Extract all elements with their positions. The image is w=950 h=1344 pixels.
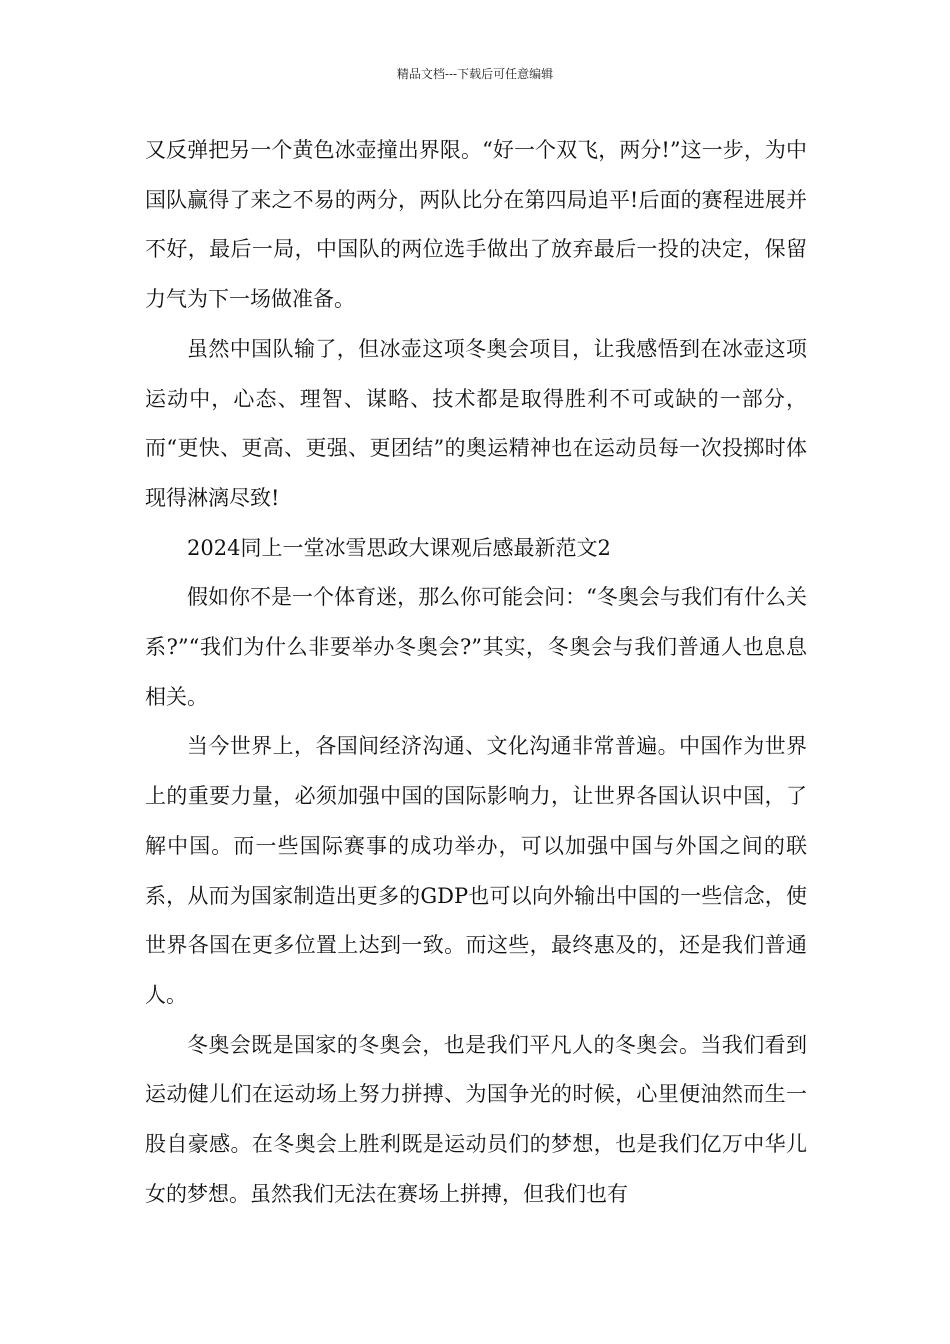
paragraph-world-exchange: 当今世界上，各国间经济沟通、文化沟通非常普遍。中国作为世界上的重要力量，必须加强中国的国际影响力，让世界各国认识中国，了解中国。而一些国际赛事的成功举办，可以加强中国与外国之间的联系，从而为国家制造出更多的GDP也可以向外输出中国的一些信念，使世界各国在更多位置上达到一致。而这些，最终惠及的，还是我们普通人。 <box>145 734 807 1007</box>
paragraph-question: 假如你不是一个体育迷，那么你可能会问：“冬奥会与我们有什么关系?”“我们为什么非要举办冬奥会?”其实，冬奥会与我们普通人也息息相关。 <box>145 585 807 709</box>
paragraph-continuation: 又反弹把另一个黄色冰壶撞出界限。“好一个双飞，两分!”这一步，为中国队赢得了来之不易的两分，两队比分在第四局追平!后面的赛程进展并不好，最后一局，中国队的两位选手做出了放弃最后一投的决定，保留力气为下一场做准备。 <box>145 138 807 312</box>
paragraph-national-pride: 冬奥会既是国家的冬奥会，也是我们平凡人的冬奥会。当我们看到运动健儿们在运动场上努力拼搏、为国争光的时候，心里便油然而生一股自豪感。在冬奥会上胜利既是运动员们的梦想，也是我们亿万中华儿女的梦想。虽然我们无法在赛场上拼搏，但我们也有 <box>145 1032 807 1206</box>
paragraph-curling-reflection: 虽然中国队输了，但冰壶这项冬奥会项目，让我感悟到在冰壶这项运动中，心态、理智、谋略、技术都是取得胜利不可或缺的一部分，而“更快、更高、更强、更团结”的奥运精神也在运动员每一次投掷时体现得淋漓尽致! <box>145 336 807 510</box>
document-body <box>145 126 807 1219</box>
section-heading: 2024同上一堂冰雪思政大课观后感最新范文2 <box>187 535 611 560</box>
page-header: 精品文档---下载后可任意编辑 <box>396 67 554 81</box>
